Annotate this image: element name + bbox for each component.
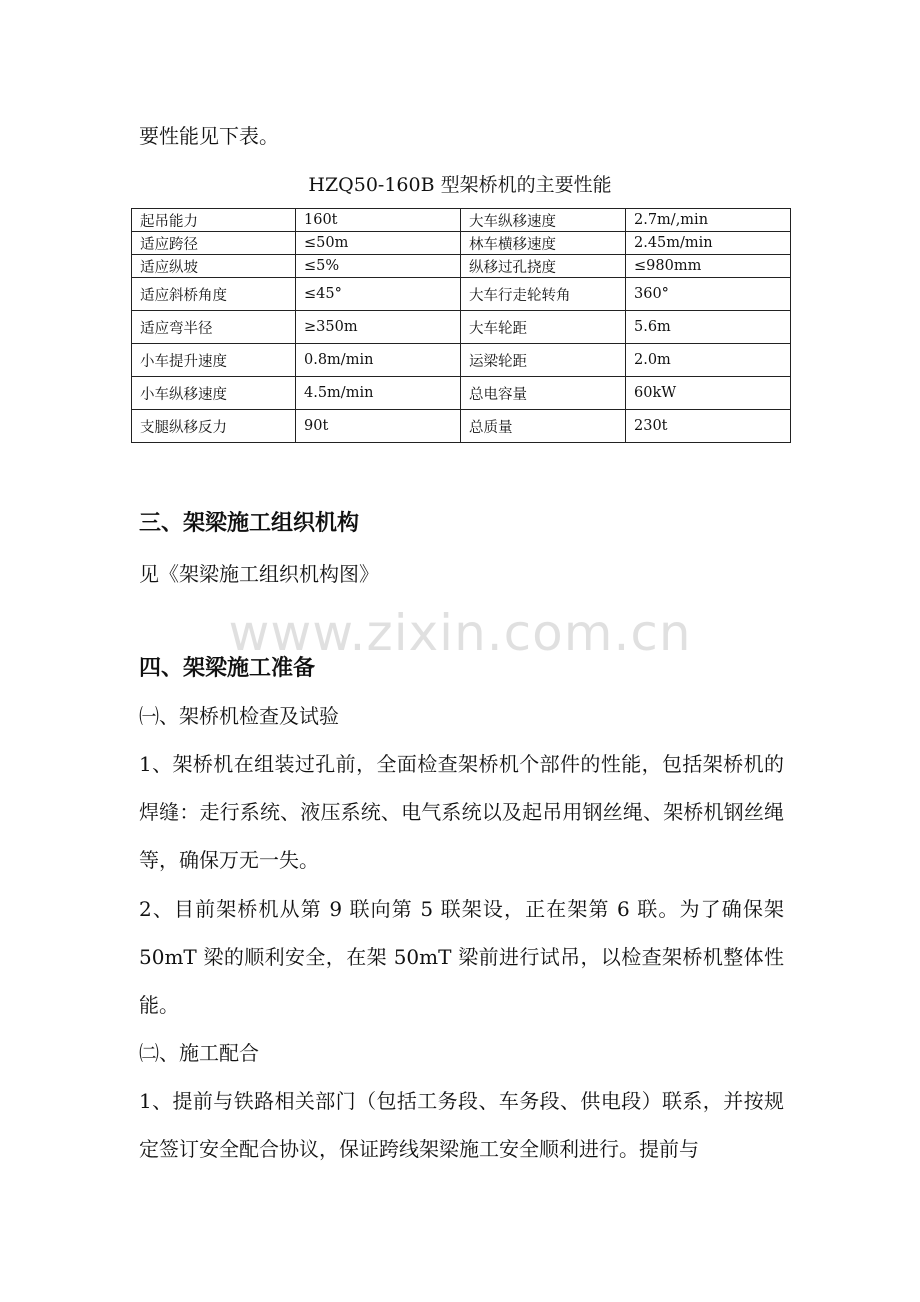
paragraph-3: 1、提前与铁路相关部门（包括工务段、车务段、供电段）联系，并按规定签订安全配合协议，保证跨线架梁施工安全顺利进行。提前与: [139, 1089, 784, 1161]
table-cell: 2.0m: [626, 344, 791, 377]
intro-line: 要性能见下表。: [139, 124, 279, 148]
table-cell: 2.7m/,min: [626, 209, 791, 232]
section-4-heading: 四、架梁施工准备: [139, 655, 316, 681]
table-cell: 适应跨径: [132, 232, 296, 255]
table-cell: 适应斜桥角度: [132, 278, 296, 311]
table-cell: ≤45°: [296, 278, 461, 311]
table-row: [132, 344, 791, 377]
table-row: [132, 209, 791, 232]
table-cell: 适应纵坡: [132, 255, 296, 278]
paragraph-2: 2、目前架桥机从第 9 联向第 5 联架设，正在架第 6 联。为了确保架 50mT 梁的顺利安全，在架 50mT 梁前进行试吊，以检查架桥机整体性能。: [139, 897, 784, 1017]
table-cell: 160t: [296, 209, 461, 232]
table-cell: 林车横移速度: [461, 232, 626, 255]
section-3-text: 见《架梁施工组织机构图》: [139, 562, 379, 586]
table-cell: 2.45m/min: [626, 232, 791, 255]
section-3-heading: 三、架梁施工组织机构: [139, 510, 360, 536]
subsection-2-heading: ㈡、施工配合: [139, 1041, 259, 1065]
table-cell: 大车纵移速度: [461, 209, 626, 232]
table-cell: 起吊能力: [132, 209, 296, 232]
paragraph-1: 1、架桥机在组装过孔前，全面检查架桥机个部件的性能，包括架桥机的焊缝：走行系统、液压系统、电气系统以及起吊用钢丝绳、架桥机钢丝绳等，确保万无一失。: [139, 752, 784, 872]
table-cell: 小车纵移速度: [132, 377, 296, 410]
table-cell: 大车行走轮转角: [461, 278, 626, 311]
table-cell: 总电容量: [461, 377, 626, 410]
table-caption: HZQ50-160B 型架桥机的主要性能: [308, 174, 612, 196]
table-row: [132, 311, 791, 344]
table-row: [132, 232, 791, 255]
table-cell: 大车轮距: [461, 311, 626, 344]
table-cell: ≥350m: [296, 311, 461, 344]
table-cell: 小车提升速度: [132, 344, 296, 377]
table-row: [132, 377, 791, 410]
watermark: www.zixin.com.cn: [228, 604, 692, 662]
table-row: [132, 410, 791, 443]
table-cell: ≤980mm: [626, 255, 791, 278]
table-row: [132, 278, 791, 311]
table-cell: 适应弯半径: [132, 311, 296, 344]
table-cell: 90t: [296, 410, 461, 443]
table-cell: ≤50m: [296, 232, 461, 255]
table-cell: 4.5m/min: [296, 377, 461, 410]
table-cell: 230t: [626, 410, 791, 443]
table-cell: 60kW: [626, 377, 791, 410]
table-cell: 360°: [626, 278, 791, 311]
table-cell: 总质量: [461, 410, 626, 443]
subsection-1-heading: ㈠、架桥机检查及试验: [139, 704, 339, 728]
table-cell: 支腿纵移反力: [132, 410, 296, 443]
table-cell: 5.6m: [626, 311, 791, 344]
table-cell: 纵移过孔挠度: [461, 255, 626, 278]
table-cell: 0.8m/min: [296, 344, 461, 377]
table-row: [132, 255, 791, 278]
performance-table: [131, 208, 791, 443]
table-cell: ≤5%: [296, 255, 461, 278]
table-cell: 运梁轮距: [461, 344, 626, 377]
